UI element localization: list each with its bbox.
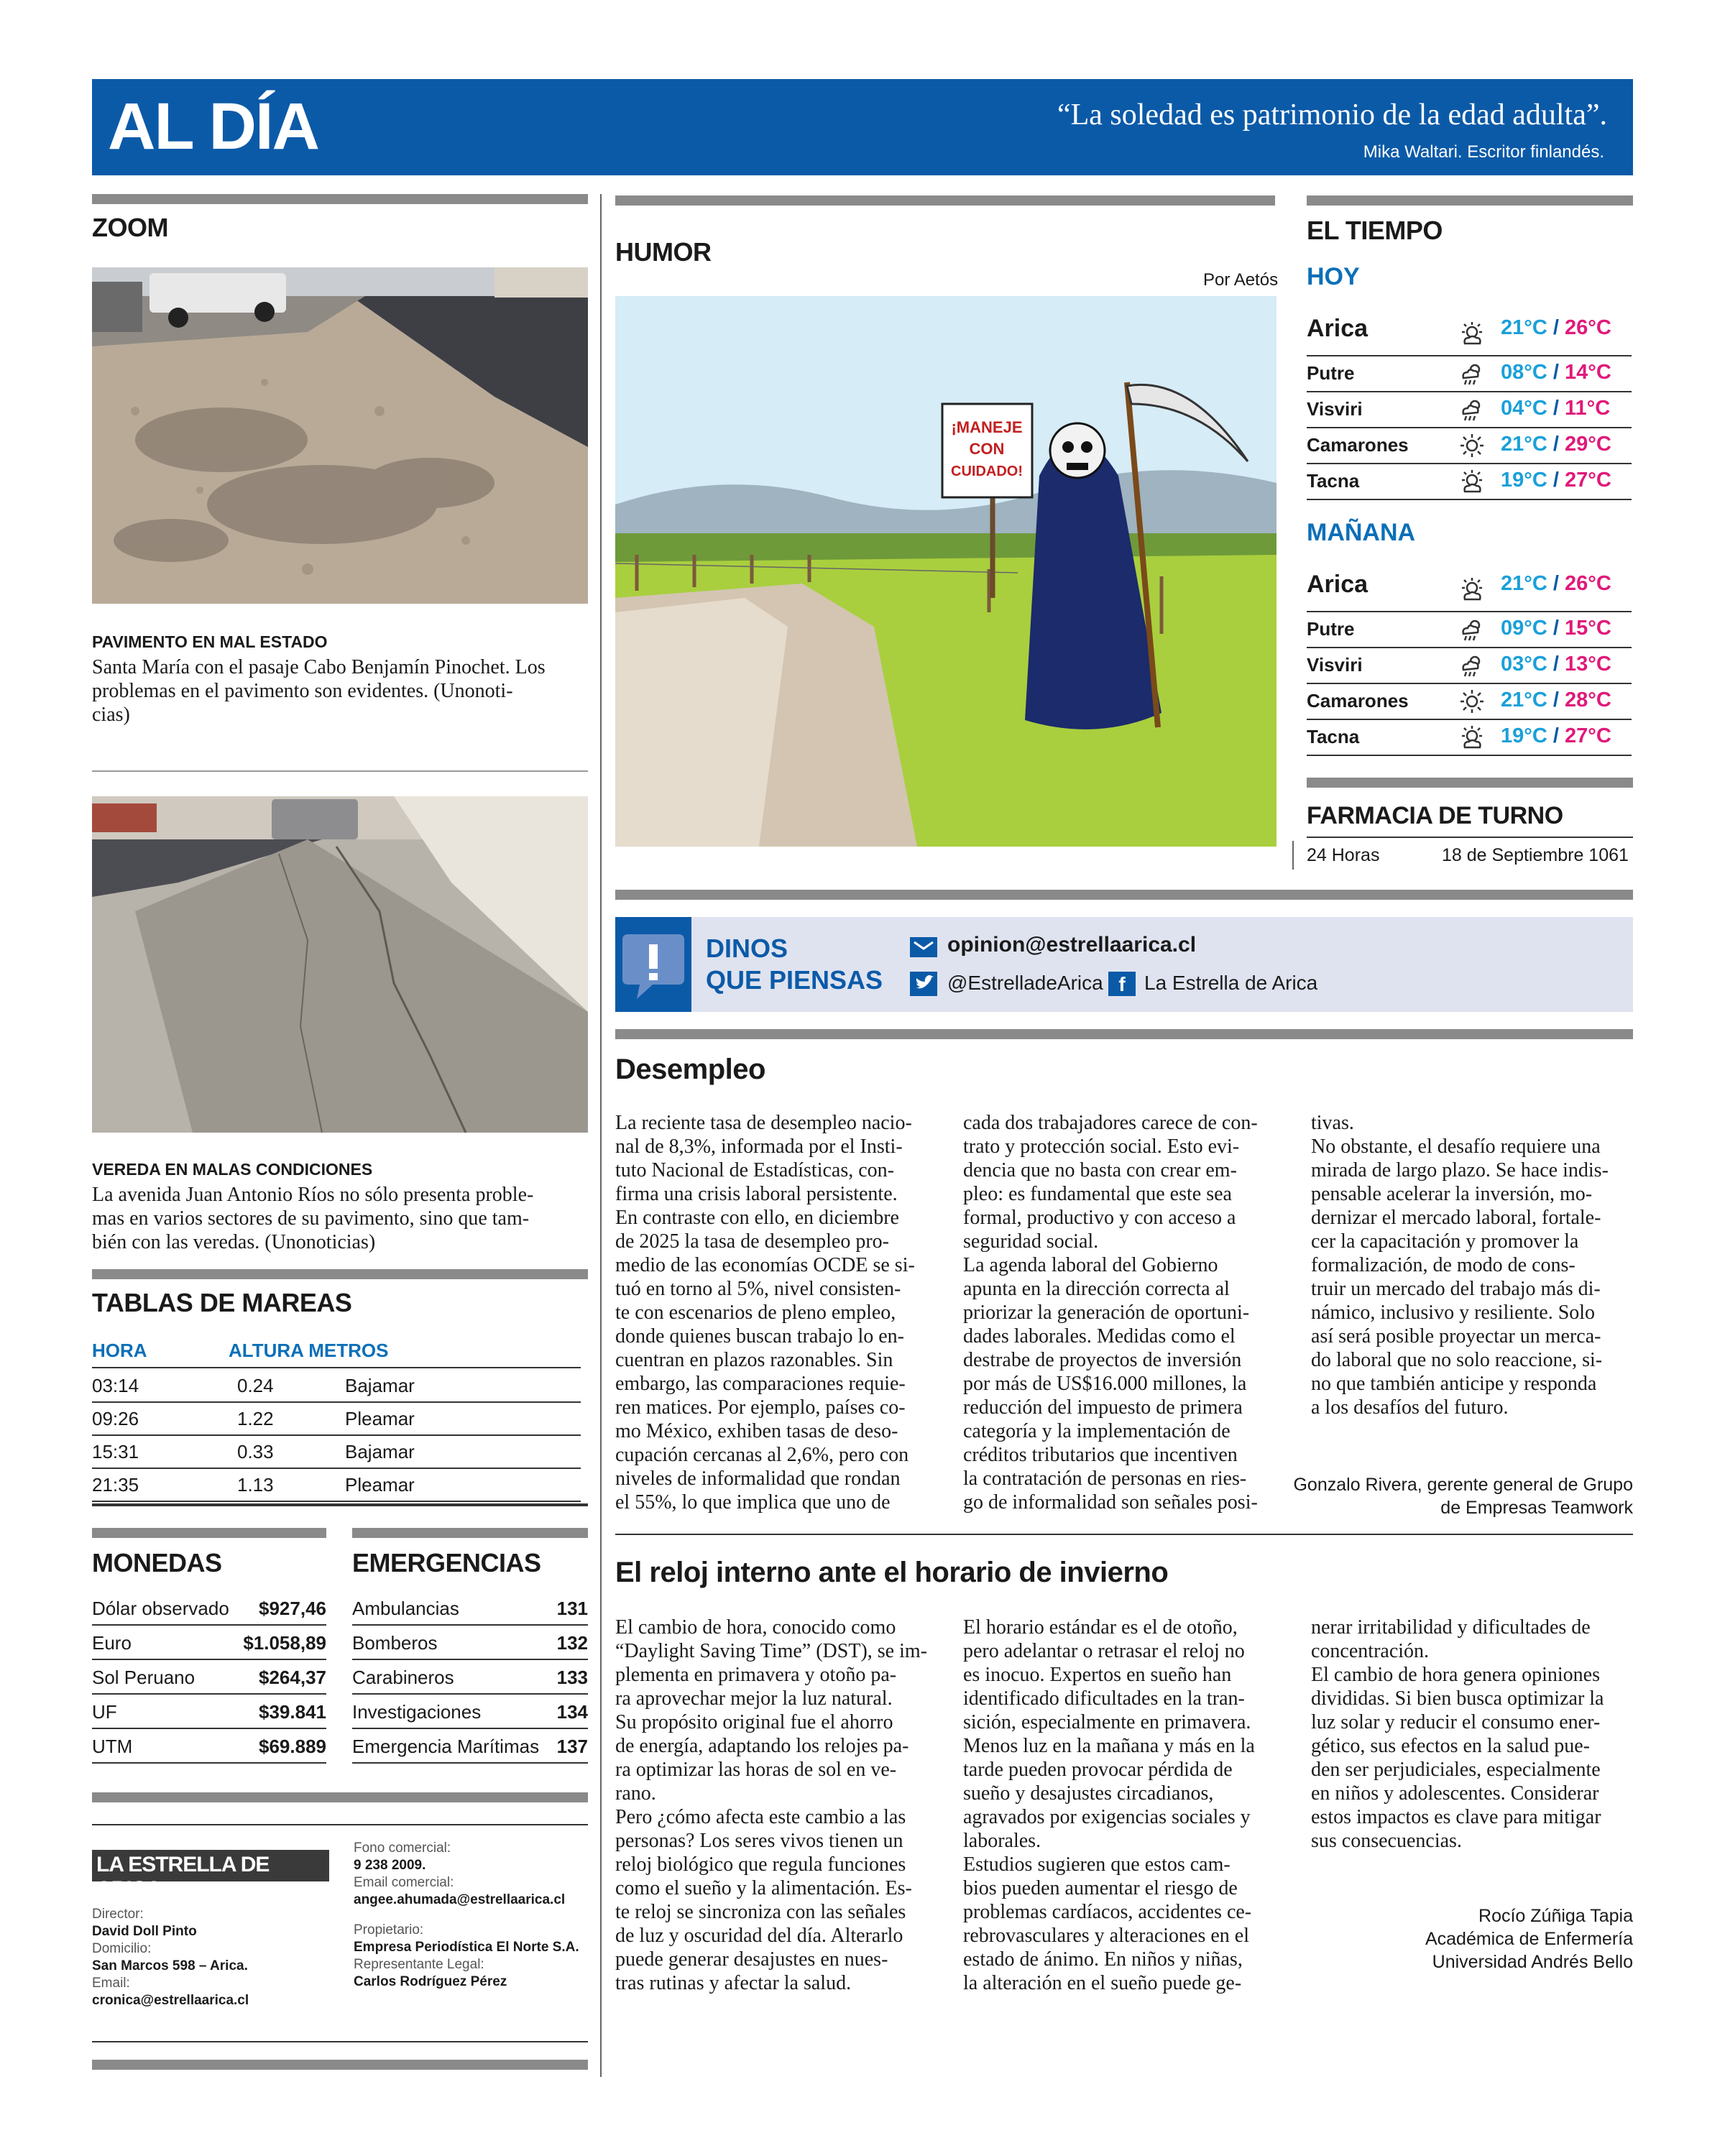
weather-city: Arica xyxy=(1307,571,1368,598)
divider xyxy=(92,1503,588,1506)
article-line: destrabe de proyectos de inversión xyxy=(963,1349,1242,1371)
article-line: dernizar el mercado laboral, fortale- xyxy=(1311,1207,1601,1229)
section-title: AL DÍA xyxy=(108,90,318,163)
article-line: sueño y desajustes circadianos, xyxy=(963,1782,1214,1805)
cloudy-rain-icon xyxy=(1458,653,1486,678)
article-column xyxy=(1311,1616,1634,1853)
tide-row: 21:35 1.13 Pleamar xyxy=(92,1468,581,1502)
article-line: cada dos trabajadores carece de con- xyxy=(963,1112,1258,1134)
section-rule xyxy=(352,1528,588,1538)
divider xyxy=(1307,837,1633,838)
zoom-photo-sidewalk xyxy=(92,796,588,1133)
article-line: el 55%, lo que implica que uno de xyxy=(615,1491,891,1514)
tide-row: 15:31 0.33 Bajamar xyxy=(92,1434,581,1469)
article-line: sición, especialmente en primavera. xyxy=(963,1711,1251,1733)
article-signature: Rocío Zúñiga Tapia Académica de Enfermería Universidad Andrés Bello xyxy=(1425,1906,1633,1972)
article-line: En contraste con ello, en diciembre xyxy=(615,1207,899,1229)
weather-city: Visviri xyxy=(1307,398,1363,420)
article-line: cupación cercanas al 2,6%, pero con xyxy=(615,1444,909,1466)
article-line: El horario estándar es el de otoño, xyxy=(963,1616,1238,1639)
article-line: ren matices. Por ejemplo, países co- xyxy=(615,1396,906,1419)
article-line: tuó en torno al 5%, nivel consisten- xyxy=(615,1278,901,1300)
article-line: Menos luz en la mañana y más en la xyxy=(963,1735,1255,1757)
header-quote-author: Mika Waltari. Escritor finlandés. xyxy=(1363,142,1604,162)
article-line: nal de 8,3%, informada por el Insti- xyxy=(615,1135,903,1158)
article-line: bios pueden aumentar el riesgo de xyxy=(963,1877,1238,1899)
article-line: do laboral que no solo reaccione, si- xyxy=(1311,1349,1603,1371)
section-rule xyxy=(615,890,1633,900)
section-rule xyxy=(92,1792,588,1802)
article-line: cer la capacitación y promover la xyxy=(1311,1230,1579,1253)
sun-icon xyxy=(1458,433,1486,459)
article-title: Desempleo xyxy=(615,1054,765,1085)
article-line: Su propósito original fue el ahorro xyxy=(615,1711,893,1733)
article-line: tivas. xyxy=(1311,1112,1354,1134)
partly-sunny-icon xyxy=(1458,321,1486,346)
weather-temperature: 19°C / 27°C xyxy=(1501,724,1611,747)
section-rule xyxy=(92,1528,326,1538)
article-line: firma una crisis laboral persistente. xyxy=(615,1183,898,1205)
contact-banner-accent xyxy=(615,917,691,1012)
photo-caption-heading: VEREDA EN MALAS CONDICIONES xyxy=(92,1160,373,1179)
article-line: go de informalidad son señales posi- xyxy=(963,1491,1258,1514)
article-line: categoría y la implementación de xyxy=(963,1420,1230,1442)
contact-facebook-link[interactable]: La Estrella de Arica xyxy=(1144,972,1318,994)
article-line: divididas. Si bien busca optimizar la xyxy=(1311,1687,1604,1710)
article-line: formalización, de modo de cons- xyxy=(1311,1254,1576,1276)
weather-temperature: 19°C / 27°C xyxy=(1501,469,1611,492)
divider xyxy=(615,1534,1633,1535)
photo-caption: La avenida Juan Antonio Ríos no sólo presenta proble- mas en varios sectores de su pavimento, sino que tam- bién con las veredas. (Unonoticias) xyxy=(92,1184,534,1253)
weather-row xyxy=(1307,463,1632,500)
section-rule xyxy=(92,1269,588,1279)
article-line: te reloj se sincroniza con las señales xyxy=(615,1901,906,1923)
weather-row xyxy=(1307,719,1632,756)
weather-temperature: 04°C / 11°C xyxy=(1501,397,1611,420)
article-line: tarde pueden provocar pérdida de xyxy=(963,1759,1233,1781)
cartoon-sign-text: ¡MANEJE xyxy=(951,418,1023,436)
article-line: estado de ánimo. En niños y niñas, xyxy=(963,1948,1243,1971)
article-line: luz solar y reducir el consumo ener- xyxy=(1311,1711,1601,1733)
sun-icon xyxy=(1458,688,1486,714)
divider xyxy=(92,2041,588,2042)
article-line: pero adelantar o retrasar el reloj no xyxy=(963,1640,1245,1662)
article-line: dencia que no basta con crear em- xyxy=(963,1159,1237,1181)
article-line: personas? Los seres vivos tienen un xyxy=(615,1830,903,1852)
article-line: así será posible proyectar un merca- xyxy=(1311,1325,1601,1348)
contact-heading: DINOS QUE PIENSAS xyxy=(706,934,883,995)
weather-city: Putre xyxy=(1307,362,1355,384)
article-line: créditos tributarios que incentiven xyxy=(963,1444,1238,1466)
emergencies-title: EMERGENCIAS xyxy=(352,1548,541,1577)
cloudy-rain-icon xyxy=(1458,361,1486,387)
weather-temperature: 21°C / 29°C xyxy=(1501,433,1611,456)
currency-row: Dólar observado $927,46 xyxy=(92,1591,326,1626)
weather-city: Camarones xyxy=(1307,434,1409,456)
article-line: ra optimizar las horas de sol en ve- xyxy=(615,1759,897,1781)
article-line: donde quienes buscan trabajo lo en- xyxy=(615,1325,904,1348)
article-line: la alteración en el sueño puede ge- xyxy=(963,1972,1242,1994)
zoom-photo-pavement xyxy=(92,267,588,604)
weather-row xyxy=(1307,391,1632,428)
article-line: embargo, las comparaciones requie- xyxy=(615,1373,906,1395)
weather-row xyxy=(1307,355,1632,392)
tides-title: TABLAS DE MAREAS xyxy=(92,1288,352,1317)
article-line: niveles de informalidad que rondan xyxy=(615,1468,901,1490)
divider xyxy=(92,770,588,772)
weather-tomorrow-label: MAÑANA xyxy=(1307,519,1416,546)
tide-row: 03:14 0.24 Bajamar xyxy=(92,1368,581,1403)
article-line: agravados por exigencias sociales y xyxy=(963,1806,1251,1828)
section-header-bar xyxy=(92,79,1633,175)
emergency-row: Carabineros 133 xyxy=(352,1660,588,1695)
tides-header: HORA ALTURA METROS xyxy=(92,1335,581,1368)
article-line: dades laborales. Medidas como el xyxy=(963,1325,1236,1348)
header-quote: “La soledad es patrimonio de la edad adulta”. xyxy=(1057,98,1607,132)
article-line: laborales. xyxy=(963,1830,1041,1852)
weather-city: Arica xyxy=(1307,315,1368,342)
email-icon xyxy=(910,937,937,957)
article-line: tuto Nacional de Estadísticas, con- xyxy=(615,1159,894,1181)
weather-temperature: 03°C / 13°C xyxy=(1501,653,1611,676)
article-line: como el sueño y la alimentación. Es- xyxy=(615,1877,912,1899)
article-line: de luz y oscuridad del día. Alterarlo xyxy=(615,1925,903,1947)
divider xyxy=(92,1824,588,1825)
weather-row xyxy=(1307,427,1632,464)
weather-temperature: 21°C / 26°C xyxy=(1501,572,1611,595)
article-line: No obstante, el desafío requiere una xyxy=(1311,1135,1601,1158)
currency-row: UTM $69.889 xyxy=(92,1729,326,1764)
article-line: tras rutinas y afectar la salud. xyxy=(615,1972,852,1994)
article-column xyxy=(963,1111,1287,1514)
weather-temperature: 21°C / 26°C xyxy=(1501,316,1611,339)
article-line: mo México, exhiben tasas de deso- xyxy=(615,1420,898,1442)
twitter-icon xyxy=(910,972,937,996)
article-line: identificado dificultades en la tran- xyxy=(963,1687,1245,1710)
photo-caption-heading: PAVIMENTO EN MAL ESTADO xyxy=(92,632,328,651)
weather-row xyxy=(1307,683,1632,720)
pharmacy-hours: 24 Horas xyxy=(1307,845,1380,865)
cartoon-sign-text: CUIDADO! xyxy=(951,464,1023,479)
weather-temperature: 08°C / 14°C xyxy=(1501,361,1611,384)
pharmacy-address: 18 de Septiembre 1061 xyxy=(1442,845,1629,865)
article-line: “Daylight Saving Time” (DST), se im- xyxy=(615,1640,927,1662)
weather-city: Camarones xyxy=(1307,690,1409,711)
article-line: a los desafíos del futuro. xyxy=(1311,1396,1509,1419)
column-divider xyxy=(1292,841,1294,870)
partly-sunny-icon xyxy=(1458,469,1486,494)
article-line: rano. xyxy=(615,1782,656,1805)
article-line: por más de US$16.000 millones, la xyxy=(963,1373,1247,1395)
weather-today-label: HOY xyxy=(1307,263,1360,290)
weather-city: Visviri xyxy=(1307,654,1363,676)
article-line: sus consecuencias. xyxy=(1311,1830,1462,1852)
article-line: den ser perjudiciales, especialmente xyxy=(1311,1759,1601,1781)
article-line: formal, productivo y con acceso a xyxy=(963,1207,1236,1229)
emergency-row: Emergencia Marítimas 137 xyxy=(352,1729,588,1764)
article-line: no que también anticipe y responda xyxy=(1311,1373,1597,1395)
article-column xyxy=(615,1111,939,1514)
article-line: ra aprovechar mejor la luz natural. xyxy=(615,1687,893,1710)
article-line: trato y protección social. Esto evi- xyxy=(963,1135,1240,1158)
article-signature: Gonzalo Rivera, gerente general de Grupo de Empresas Teamwork xyxy=(1293,1475,1633,1518)
emergency-row: Investigaciones 134 xyxy=(352,1695,588,1729)
weather-city: Tacna xyxy=(1307,726,1360,747)
article-line: seguridad social. xyxy=(963,1230,1099,1253)
article-line: pensable acelerar la inversión, mo- xyxy=(1311,1183,1593,1205)
currency-row: Sol Peruano $264,37 xyxy=(92,1660,326,1695)
article-line: nerar irritabilidad y dificultades de xyxy=(1311,1616,1591,1639)
weather-row xyxy=(1307,308,1632,356)
section-rule xyxy=(1307,195,1633,206)
article-line: cuentran en plazos razonables. Sin xyxy=(615,1349,893,1371)
article-line: de energía, adaptando los relojes pa- xyxy=(615,1735,909,1757)
article-line: mirada de largo plazo. Se hace indis- xyxy=(1311,1159,1609,1181)
zoom-title: ZOOM xyxy=(92,213,168,242)
cloudy-rain-icon xyxy=(1458,617,1486,642)
contact-twitter-link[interactable]: @EstrelladeArica xyxy=(947,972,1103,994)
article-line: El cambio de hora genera opiniones xyxy=(1311,1664,1600,1686)
article-line: puede generar desajustes en nues- xyxy=(615,1948,888,1971)
article-line: te con escenarios de pleno empleo, xyxy=(615,1302,896,1324)
article-line: priorizar la generación de oportuni- xyxy=(963,1302,1250,1324)
section-rule xyxy=(615,195,1275,206)
article-line: concentración. xyxy=(1311,1640,1430,1662)
article-column xyxy=(1311,1111,1634,1419)
emergency-row: Bomberos 132 xyxy=(352,1626,588,1660)
weather-row xyxy=(1307,647,1632,684)
currencies-title: MONEDAS xyxy=(92,1548,222,1577)
pharmacy-title: FARMACIA DE TURNO xyxy=(1307,802,1563,829)
masthead-right: Fono comercial: 9 238 2009. Email comercial: angee.ahumada@estrellaarica.cl Propietario: Empresa Periodística El Norte S.A. Representante Legal: Carlos Rodríguez Pérez xyxy=(354,1841,579,1989)
article-line: apunta en la dirección correcta al xyxy=(963,1278,1230,1300)
weather-temperature: 21°C / 28°C xyxy=(1501,688,1611,711)
humor-credit: Por Aetós xyxy=(1203,270,1279,290)
facebook-icon: f xyxy=(1108,972,1136,996)
article-line: rebrovasculares y alteraciones en el xyxy=(963,1925,1250,1947)
partly-sunny-icon xyxy=(1458,576,1486,602)
weather-city: Tacna xyxy=(1307,470,1360,492)
weather-row xyxy=(1307,611,1632,648)
article-column xyxy=(615,1616,939,1995)
article-line: La reciente tasa de desempleo nacio- xyxy=(615,1112,912,1134)
weather-city: Putre xyxy=(1307,618,1355,640)
currency-row: UF $39.841 xyxy=(92,1695,326,1729)
section-rule xyxy=(615,1029,1633,1039)
section-rule xyxy=(92,194,588,204)
article-line: La agenda laboral del Gobierno xyxy=(963,1254,1218,1276)
article-line: en niños y adolescentes. Considerar xyxy=(1311,1782,1599,1805)
tide-row: 09:26 1.22 Pleamar xyxy=(92,1401,581,1436)
article-line: El cambio de hora, conocido como xyxy=(615,1616,896,1639)
article-line: námico, inclusivo y resiliente. Solo xyxy=(1311,1302,1596,1324)
partly-sunny-icon xyxy=(1458,724,1486,750)
article-line: gético, sus efectos en la salud pue- xyxy=(1311,1735,1590,1757)
cloudy-rain-icon xyxy=(1458,397,1486,423)
humor-title: HUMOR xyxy=(615,237,712,267)
article-line: reducción del impuesto de primera xyxy=(963,1396,1243,1419)
article-line: Pero ¿cómo afecta este cambio a las xyxy=(615,1806,906,1828)
weather-title: EL TIEMPO xyxy=(1307,216,1443,245)
humor-cartoon xyxy=(615,296,1276,847)
photo-caption: Santa María con el pasaje Cabo Benjamín Pinochet. Los problemas en el pavimento son evidentes. (Unonoti- cias) xyxy=(92,656,546,726)
article-column xyxy=(963,1616,1287,1995)
currency-row: Euro $1.058,89 xyxy=(92,1626,326,1660)
article-line: reloj biológico que regula funciones xyxy=(615,1853,906,1876)
article-line: plementa en primavera y otoño pa- xyxy=(615,1664,897,1686)
masthead-left: Director: David Doll Pinto Domicilio: San Marcos 598 – Arica. Email: cronica@estrellaarica.cl xyxy=(92,1907,249,2008)
article-line: estos impactos es clave para mitigar xyxy=(1311,1806,1601,1828)
article-line: de 2025 la tasa de desempleo pro- xyxy=(615,1230,889,1253)
article-line: problemas cardíacos, accidentes ce- xyxy=(963,1901,1252,1923)
weather-row xyxy=(1307,563,1632,612)
article-line: Estudios sugieren que estos cam- xyxy=(963,1853,1230,1876)
section-rule xyxy=(92,2060,588,2070)
cartoon-sign-text: CON xyxy=(969,440,1005,458)
emergency-row: Ambulancias 131 xyxy=(352,1591,588,1626)
article-title: El reloj interno ante el horario de invierno xyxy=(615,1557,1169,1588)
section-rule xyxy=(1307,778,1633,788)
newspaper-logo: LA ESTRELLA DE ARICA xyxy=(92,1850,329,1881)
contact-email-link[interactable]: opinion@estrellaarica.cl xyxy=(947,933,1197,957)
article-line: pleo: es fundamental que este sea xyxy=(963,1183,1232,1205)
column-divider xyxy=(600,194,602,2077)
weather-temperature: 09°C / 15°C xyxy=(1501,617,1611,640)
article-line: la contratación de personas en ries- xyxy=(963,1468,1247,1490)
article-line: medio de las economías OCDE se si- xyxy=(615,1254,915,1276)
article-line: truir un mercado del trabajo más di- xyxy=(1311,1278,1601,1300)
article-line: es inocuo. Expertos en sueño han xyxy=(963,1664,1232,1686)
